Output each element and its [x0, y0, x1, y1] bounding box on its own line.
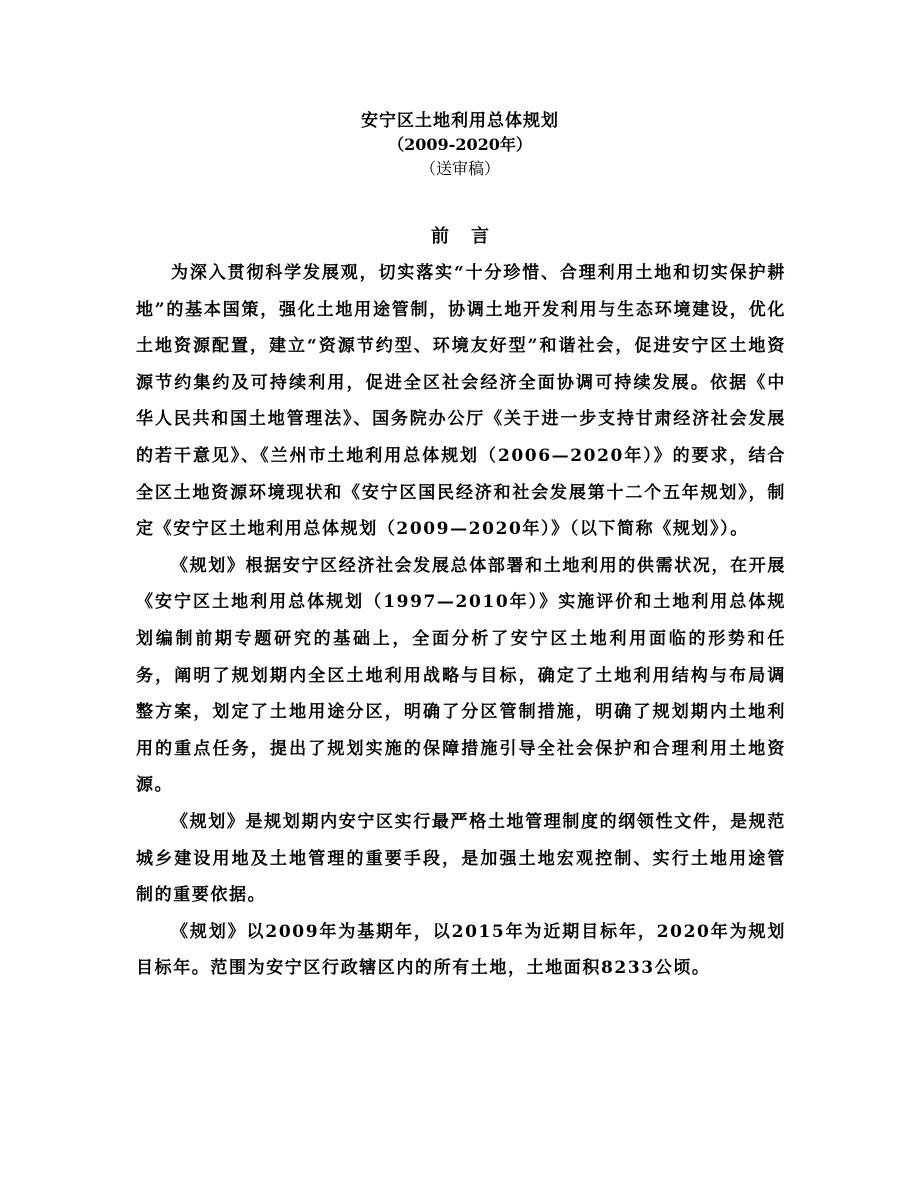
- paragraph: 为深入贯彻科学发展观，切实落实“十分珍惜、合理利用土地和切实保护耕地”的基本国策，强化土地用途管制，协调土地开发利用与生态环境建设，优化土地资源配置，建立“资源节约型、环境友好型”和谐社会，促进安宁区土地资源节约集约及可持续利用，促进全区社会经济全面协调可持续发展。依据《中华人民共和国土地管理法》、国务院办公厅《关于进一步支持甘肃经济社会发展的若干意见》、《兰州市土地利用总体规划（2006—2020年）》的要求，结合全区土地资源环境现状和《安宁区国民经济和社会发展第十二个五年规划》，制定《安宁区土地利用总体规划（2009—2020年）》（以下简称《规划》）。: [136, 263, 786, 540]
- paragraph: 《规划》根据安宁区经济社会发展总体部署和土地利用的供需状况，在开展《安宁区土地利用总体规划（1997—2010年）》实施评价和土地利用总体规划编制前期专题研究的基础上，全面分析了安宁区土地利用面临的形势和任务，阐明了规划期内全区土地利用战略与目标，确定了土地利用结构与布局调整方案，划定了土地用途分区，明确了分区管制措施，明确了规划期内土地利用的重点任务，提出了规划实施的保障措施引导全社会保护和合理利用土地资源。: [136, 555, 786, 796]
- preface-body: [136, 255, 786, 987]
- preface-heading: 前言: [431, 226, 511, 247]
- paragraph: 《规划》以2009年为基期年，以2015年为近期目标年，2020年为规划目标年。范围为安宁区行政辖区内的所有土地，土地面积8233公顷。: [136, 921, 786, 979]
- document-title: 安宁区土地利用总体规划: [361, 111, 559, 131]
- paragraph: 《规划》是规划期内安宁区实行最严格土地管理制度的纲领性文件，是规范城乡建设用地及土地管理的重要手段，是加强土地宏观控制、实行土地用途管制的重要依据。: [136, 811, 786, 906]
- document-years: （2009-2020年）: [388, 135, 532, 154]
- document-status: （送审稿）: [419, 159, 500, 178]
